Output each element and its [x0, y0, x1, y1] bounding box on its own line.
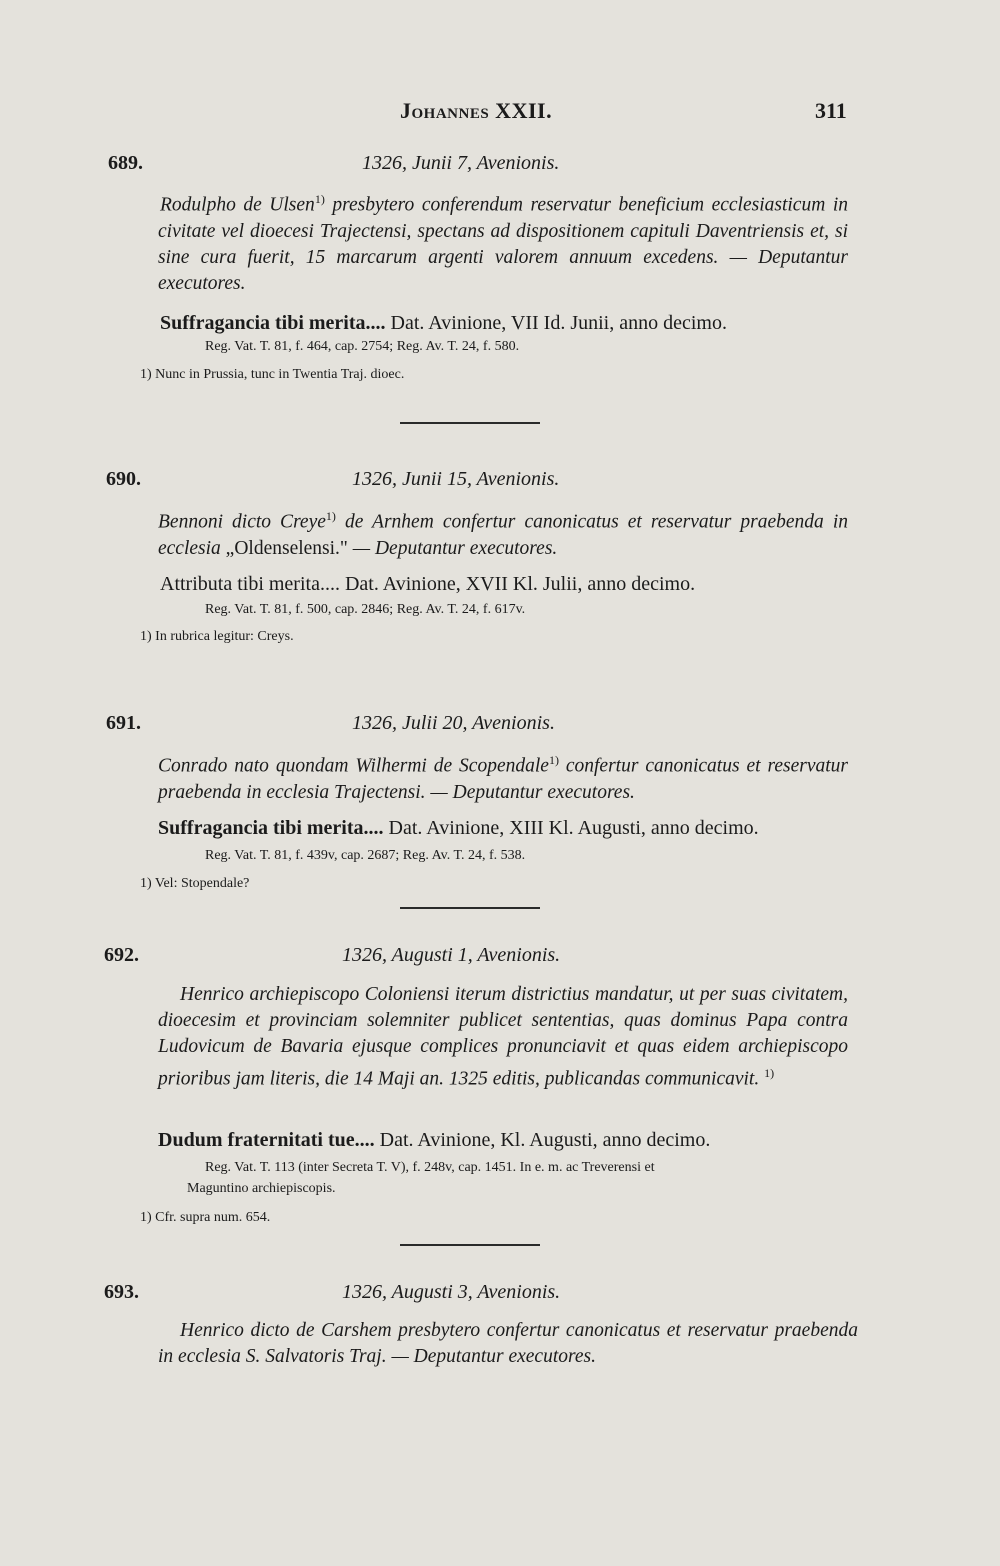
- section-divider: [400, 1244, 540, 1246]
- entry-incipit: Attributa tibi merita.... Dat. Avinione, XVII Kl. Julii, anno decimo.: [160, 573, 696, 595]
- entry-number: 689.: [108, 152, 143, 174]
- entry-number: 693.: [104, 1281, 139, 1303]
- entry-number: 691.: [106, 712, 141, 734]
- entry-source: Reg. Vat. T. 81, f. 439v, cap. 2687; Reg. Av. T. 24, f. 538.: [205, 848, 526, 863]
- entry-incipit: Suffragancia tibi merita.... Dat. Avinione, VII Id. Junii, anno decimo.: [160, 312, 727, 334]
- entry-number: 690.: [106, 468, 141, 490]
- entry-incipit: Dudum fraternitati tue.... Dat. Avinione, Kl. Augusti, anno decimo.: [158, 1129, 711, 1151]
- running-head: Johannes XXII.: [400, 98, 553, 123]
- entry-incipit: Suffragancia tibi merita.... Dat. Avinione, XIII Kl. Augusti, anno decimo.: [158, 817, 759, 839]
- entry-footnote: 1) In rubrica legitur: Creys.: [140, 629, 294, 644]
- entry-number: 692.: [104, 944, 139, 966]
- entry-footnote: 1) Vel: Stopendale?: [140, 876, 250, 891]
- entry-date: 1326, Junii 15, Avenionis.: [352, 468, 560, 490]
- page-number: 311: [815, 98, 847, 123]
- entry-regest: Rodulpho de Ulsen$^{1)}$ presbytero conferendum reservatur beneficium ecclesiasticum in civitate vel dioecesi Trajectensi, spectans ad dispositionem capituli Daventriensis et, si sine cura fuerit, 15 marcarum argenti valorem annuum excedens. — Deputantur executores.: [158, 192, 848, 294]
- entry-source: Reg. Vat. T. 81, f. 500, cap. 2846; Reg. Av. T. 24, f. 617v.: [205, 602, 526, 617]
- entry-source: Reg. Vat. T. 113 (inter Secreta T. V), f. 248v, cap. 1451. In e. m. ac Treverensi et: [205, 1160, 655, 1175]
- entry-date: 1326, Augusti 3, Avenionis.: [342, 1281, 561, 1303]
- entry-date: 1326, Junii 7, Avenionis.: [362, 152, 560, 174]
- entry-date: 1326, Julii 20, Avenionis.: [352, 712, 555, 734]
- entry-date: 1326, Augusti 1, Avenionis.: [342, 944, 561, 966]
- entry-footnote: 1) Cfr. supra num. 654.: [140, 1210, 271, 1225]
- entry-regest: Bennoni dicto Creye$^{1)}$ de Arnhem confertur canonicatus et reservatur praebenda in ecclesia „Oldenselensi." — Deputantur executores.: [158, 509, 849, 559]
- entry-source: Reg. Vat. T. 81, f. 464, cap. 2754; Reg. Av. T. 24, f. 580.: [205, 339, 520, 354]
- entry-regest: Conrado nato quondam Wilhermi de Scopendale$^{1)}$ confertur canonicatus et reservatur praebenda in ecclesia Trajectensi. — Deputantur executores.: [158, 753, 848, 803]
- section-divider: [400, 907, 540, 909]
- entry-source-continued: Maguntino archiepiscopis.: [187, 1181, 336, 1196]
- section-divider: [400, 422, 540, 424]
- entry-regest: Henrico archiepiscopo Coloniensi iterum districtius mandatur, ut per suas civitatem, dioecesim et provinciam solemniter publicet sententias, quas dominus Papa contra Ludovicum de Bavaria ejusque complices pronunciavit et quas eidem archiepiscopo prioribus jam literis, die 14 Maji an. 1325 editis, publicandas communicavit. $^{1)}$: [158, 984, 848, 1090]
- entry-footnote: 1) Nunc in Prussia, tunc in Twentia Traj. dioec.: [140, 367, 405, 382]
- entry-regest: Henrico dicto de Carshem presbytero confertur canonicatus et reservatur praebenda in ecclesia S. Salvatoris Traj. — Deputantur executores.: [158, 1320, 858, 1367]
